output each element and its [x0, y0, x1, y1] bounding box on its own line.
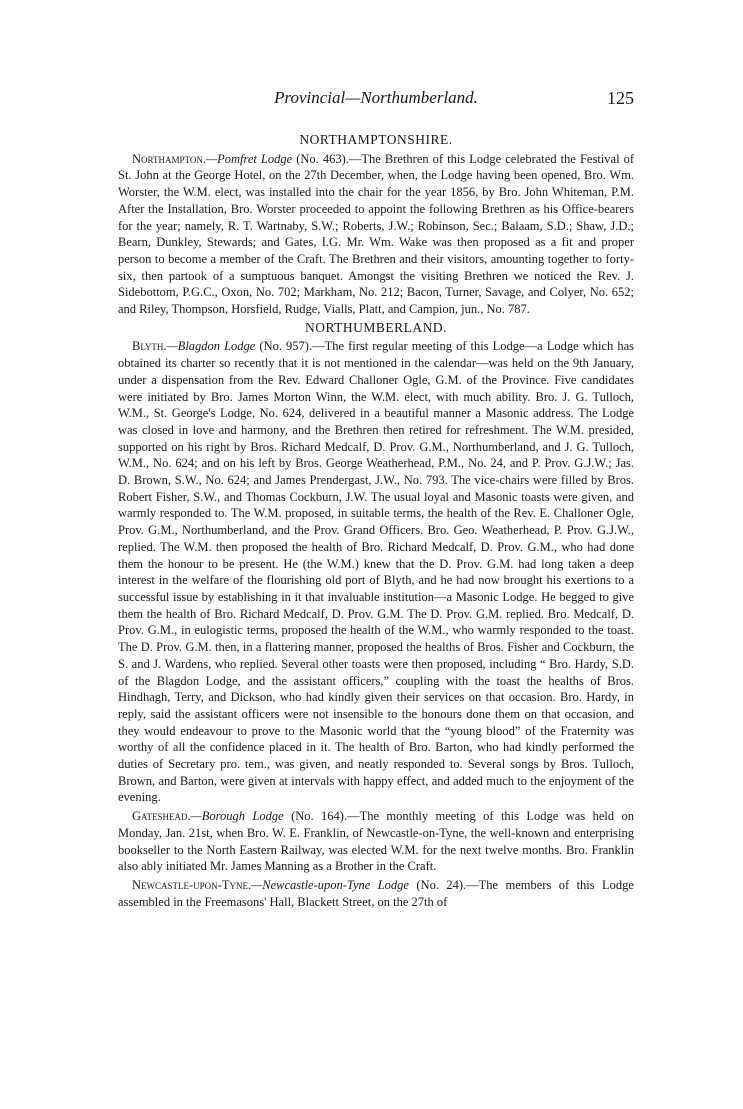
lodge-name: —Pomfret Lodge — [205, 151, 293, 166]
section-heading-northumberland: NORTHUMBERLAND. — [304, 319, 448, 335]
place-name: Blyth. — [132, 339, 167, 354]
page-body — [118, 132, 634, 912]
place-name: Newcastle-upon-Tyne. — [132, 877, 252, 892]
paragraph-blyth — [118, 338, 634, 806]
lodge-name: —Newcastle-upon-Tyne Lodge — [251, 877, 409, 892]
lodge-name: —Borough Lodge — [190, 809, 284, 824]
running-title: Provincial—Northumberland. — [274, 88, 478, 107]
paragraph-text: (No. 463).—The Brethren of this Lodge celebrated the Festival of St. John at the George Hotel, on the 27th December, when, the Lodge having been opened, Bro. Wm. Worster, the W.M. elect, was installed into the chair for the year 1856, by Bro. John Whiteman, P.M. After the Installation, Bro. Worster proceeded to appoint the following Brethren as his Office-bearers for the year; namely, R. T. Wartnaby, S.W.; Roberts, J.W.; Robinson, Sec.; Balaam, S.D.; Shaw, J.D.; Bearn, Dunkley, Stewards; and Gates, I.G. Mr. Wm. Wake was then proposed as a fit and proper person to become a member of the Craft. The Brethren and their visitors, amounting together to forty-six, then partook of a sumptuous banquet. Amongst the visiting Brethren we noticed the Rev. J. Sidebottom, P.G.C., Oxon, No. 702; Markham, No. 212; Bacon, Turner, Savage, and Colyer, No. 652; and Riley, Thompson, Horsfield, Rudge, Vialls, Platt, and Campion, jun., No. 787. — [118, 151, 635, 317]
lodge-name: —Blagdon Lodge — [166, 339, 256, 354]
place-name: Gateshead. — [132, 809, 191, 824]
page-number: 125 — [607, 88, 634, 108]
paragraph-text: (No. 957).—The first regular meeting of this Lodge—a Lodge which has obtained its charter so recently that it is not mentioned in the calendar—was held on the 9th January, under a dispensation from the Rev. Edward Challoner Ogle, G.M. of the Province. Five candidates were initiated by Bro. James Morton Winn, the W.M. elect, with much ability. Bro. J. G. Tulloch, W.M., St. George's Lodge, No. 624, delivered in a beautiful manner a Masonic address. The Lodge was closed in love and harmony, and the Brethren then retired for refreshment. The W.M. presided, supported on his right by Bros. Richard Medcalf, D. Prov. G.M., Northumberland, and J. G. Tulloch, W.M., No. 624; and on his left by Bros. George Weatherhead, P.M., No. 24, and P. Prov. G.J.W.; Jas. D. Brown, S.W., No. 624; and James Prendergast, J.W., No. 793. The vice-chairs were filled by Bros. Robert Fisher, S.W., and Thomas Cockburn, J.W. The usual loyal and Masonic toasts were given, and warmly responded to. The W.M. proposed, in suitable terms, the health of the Rev. E. Challoner Ogle, Prov. G.M., Northumberland, and the Prov. Grand Officers. Bro. Geo. Weatherhead, P. Prov. G.J.W., replied. The W.M. then proposed the health of Bro. Richard Medcalf, D. Prov. G.M., who had done them the honour to be present. He (the W.M.) knew that the D. Prov. G.M. had long taken a deep interest in the welfare of the flourishing old port of Blyth, and he had now brought his exertions to a successful issue by establishing in it that invaluable institution—a Masonic Lodge. He begged to give them the health of Bro. Richard Medcalf, D. Prov. G.M. The D. Prov. G.M. replied. Bro. Medcalf, D. Prov. G.M., in eulogistic terms, proposed the health of the W.M., who warmly responded to the toast. The D. Prov. G.M. then, in a flattering manner, proposed the healths of Bros. Fisher and Cockburn, the S. and J. Wardens, who replied. Several other toasts were then proposed, including “ Bro. Hardy, S.D. of the Blagdon Lodge, and the assistant officers,” coupling with the toast the healths of Bros. Hindhagh, Terry, and Dickson, who had kindly given their services on that occasion. Bro. Hardy, in reply, said the assistant officers were not insensible to the honours done them on that occasion, and they would endeavour to prove to the Masonic world that the “young blood” of the Fraternity was worthy of all the confidence placed in it. The health of Bro. Barton, who had kindly performed the duties of Secretary pro. tem., was given, and neatly responded to. Several songs by Bros. Tulloch, Brown, and Barton, were given at intervals with happy effect, and added much to the enjoyment of the evening. — [118, 339, 634, 805]
page-header — [118, 88, 634, 112]
paragraph-text: (No. 24).—The members of this Lodge assembled in the Freemasons' Hall, Blackett Street, on the 27th of — [118, 877, 634, 909]
place-name: Northampton. — [132, 151, 206, 166]
paragraph-gateshead — [118, 808, 634, 875]
paragraph-northampton — [118, 151, 634, 318]
paragraph-text: (No. 164).—The monthly meeting of this Lodge was held on Monday, Jan. 21st, when Bro. W. E. Franklin, of Newcastle-on-Tyne, the well-known and enterprising bookseller to the North Eastern Railway, was elected W.M. for the next twelve months. Bro. Franklin also ably initiated Mr. James Manning as a Brother in the Craft. — [118, 809, 634, 874]
paragraph-newcastle — [118, 877, 634, 910]
section-heading-northamptonshire: NORTHAMPTONSHIRE. — [299, 132, 453, 147]
